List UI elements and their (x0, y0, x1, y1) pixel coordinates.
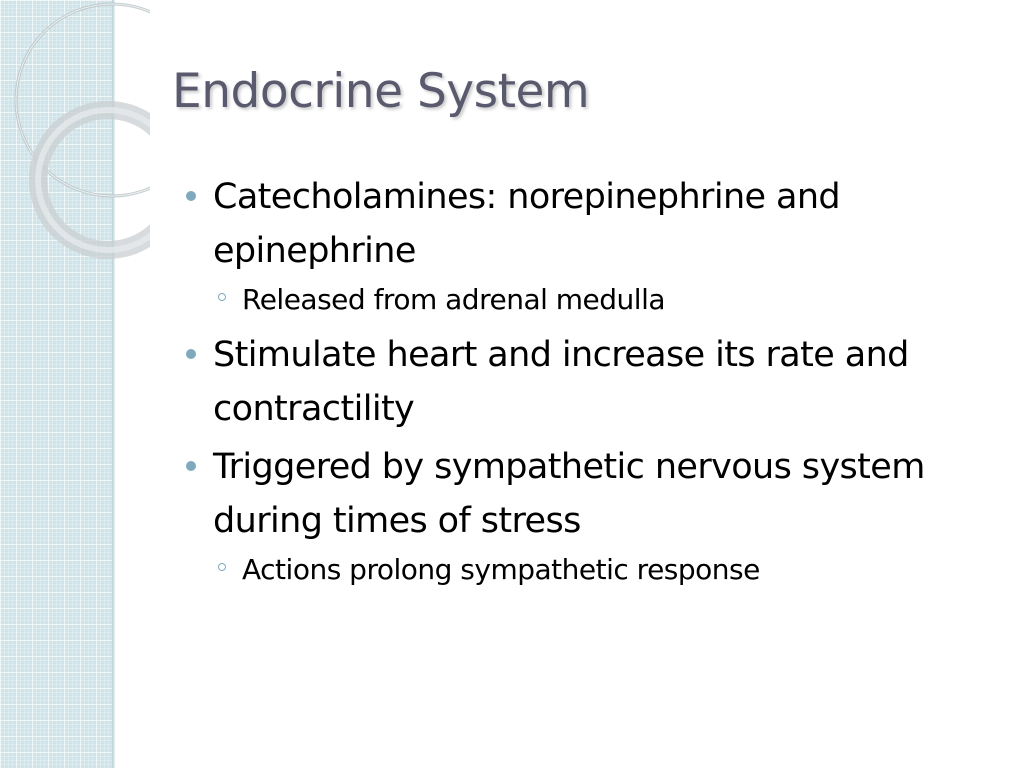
bullet-item (184, 440, 984, 548)
bullet-item (184, 328, 984, 436)
slide-title: Endocrine System (172, 64, 590, 119)
bullet-text: Catecholamines: norepinephrine and epinephrine (213, 177, 841, 271)
sub-bullet-ring-icon (218, 563, 226, 571)
bullet-dot-icon (186, 461, 196, 471)
decorative-circles-icon (0, 0, 150, 260)
bullet-text: Triggered by sympathetic nervous system during times of stress (213, 447, 925, 541)
sub-bullet-ring-icon (218, 293, 226, 301)
bullet-item (184, 170, 984, 278)
sub-bullet-item (184, 278, 984, 322)
sub-bullet-text: Actions prolong sympathetic response (242, 553, 760, 586)
bullet-dot-icon (186, 349, 196, 359)
bullet-dot-icon (186, 191, 196, 201)
bullet-list (184, 170, 984, 598)
sub-bullet-text: Released from adrenal medulla (242, 283, 666, 316)
sub-bullet-item (184, 548, 984, 592)
bullet-text: Stimulate heart and increase its rate and contractility (213, 335, 909, 429)
